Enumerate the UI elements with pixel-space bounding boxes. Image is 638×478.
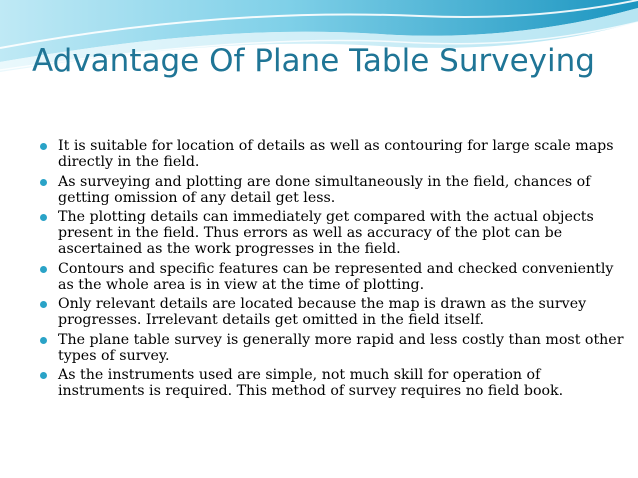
bullet-item: [40, 174, 630, 206]
bullet-item: [40, 209, 630, 257]
bullet-text: As surveying and plotting are done simultaneously in the field, chances of getting omission of any detail get less.: [58, 173, 591, 206]
bullet-item: [40, 332, 630, 364]
bullet-dot-icon: [40, 214, 47, 221]
bullet-text: The plotting details can immediately get compared with the actual objects present in the field. Thus errors as well as accuracy of the plot can be ascertained as the work progresses in the field.: [58, 209, 594, 257]
bullet-dot-icon: [40, 372, 47, 379]
slide-title: Advantage Of Plane Table Surveying: [32, 43, 595, 79]
bullet-dot-icon: [40, 143, 47, 150]
bullet-dot-icon: [40, 179, 47, 186]
bullet-text: It is suitable for location of details as well as contouring for large scale maps directly in the field.: [58, 138, 614, 170]
bullet-dot-icon: [40, 266, 47, 273]
bullet-text: Contours and specific features can be represented and checked conveniently as the whole area is in view at the time of plotting.: [58, 260, 614, 293]
bullet-list: [40, 138, 630, 403]
bullet-dot-icon: [40, 301, 47, 308]
bullet-text: The plane table survey is generally more rapid and less costly than most other types of survey.: [58, 331, 624, 364]
bullet-text: Only relevant details are located because the map is drawn as the survey progresses. Irrelevant details get omitted in the field itself.: [58, 296, 587, 328]
bullet-item: [40, 367, 630, 399]
bullet-dot-icon: [40, 337, 47, 344]
bullet-item: [40, 296, 630, 328]
bullet-item: [40, 138, 630, 170]
bullet-item: [40, 261, 630, 293]
bullet-text: As the instruments used are simple, not much skill for operation of instruments is required. This method of survey requires no field book.: [58, 367, 564, 399]
